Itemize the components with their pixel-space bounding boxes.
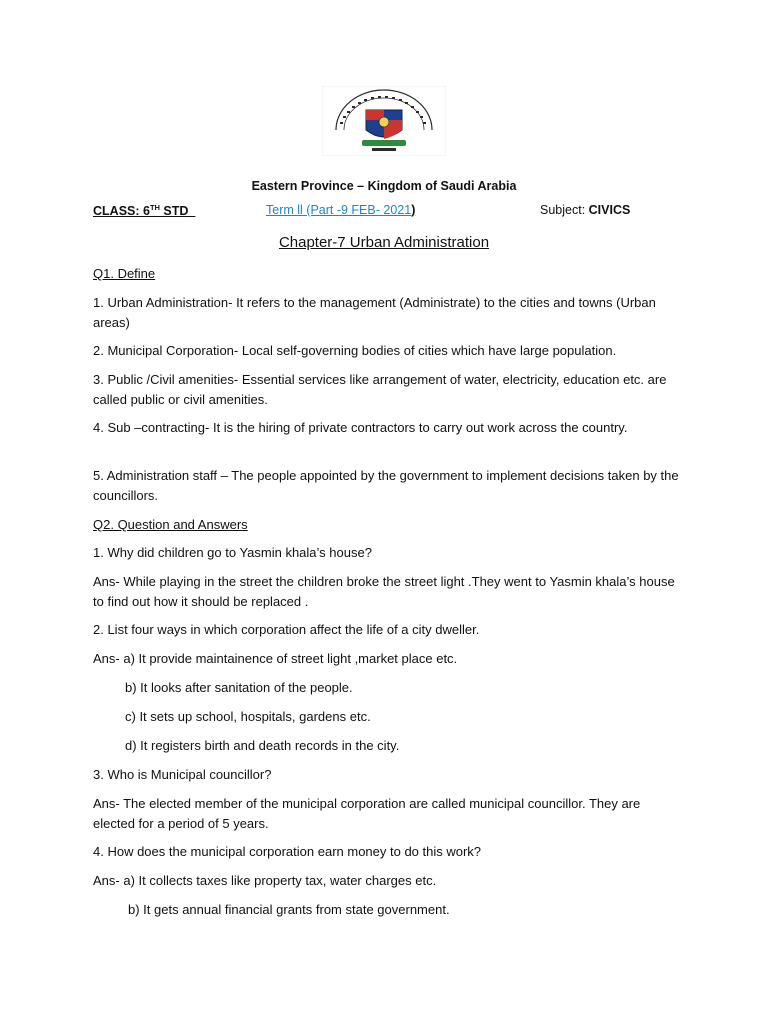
- subject-label: Subject: CIVICS: [540, 203, 631, 217]
- answer-subitem: b) It looks after sanitation of the people.: [125, 680, 353, 695]
- definition-item: 4. Sub –contracting- It is the hiring of private contractors to carry out work across the country.: [93, 420, 628, 435]
- answer-line: Ans- The elected member of the municipal corporation are called municipal councillor. They are elected for a period of 5 years.: [93, 796, 641, 831]
- subject-value: CIVICS: [588, 203, 631, 217]
- answer-line: Ans- a) It collects taxes like property tax, water charges etc.: [93, 873, 437, 888]
- answer-line: Ans- While playing in the street the children broke the street light .They went to Yasmin khala’s house to find out how it should be replaced .: [93, 574, 675, 609]
- answer-subitem: c) It sets up school, hospitals, gardens etc.: [125, 709, 371, 724]
- question-line: 3. Who is Municipal councillor?: [93, 767, 272, 782]
- term-label: Term ll (Part -9 FEB- 2021): [266, 203, 416, 217]
- definition-item: 1. Urban Administration- It refers to the management (Administrate) to the cities and towns (Urban areas): [93, 295, 656, 330]
- definition-item: 5. Administration staff – The people appointed by the government to implement decisions taken by the councillors.: [93, 468, 679, 503]
- region-heading: Eastern Province – Kingdom of Saudi Arabia: [251, 179, 517, 193]
- q1-heading: Q1. Define: [93, 266, 156, 281]
- class-label: CLASS: 6TH STD: [93, 203, 189, 219]
- school-logo: [322, 86, 446, 156]
- class-term-subject-line: [93, 203, 693, 221]
- answer-subitem: d) It registers birth and death records in the city.: [125, 738, 400, 753]
- chapter-title: Chapter-7 Urban Administration: [278, 234, 490, 251]
- answer-subitem: b) It gets annual financial grants from state government.: [128, 902, 450, 917]
- question-line: 2. List four ways in which corporation affect the life of a city dweller.: [93, 622, 480, 637]
- definition-item: 3. Public /Civil amenities- Essential services like arrangement of water, electricity, education etc. are called public or civil amenities.: [93, 372, 667, 407]
- q2-heading: Q2. Question and Answers: [93, 517, 248, 532]
- answer-line: Ans- a) It provide maintainence of street light ,market place etc.: [93, 651, 458, 666]
- definition-item: 2. Municipal Corporation- Local self-governing bodies of cities which have large population.: [93, 343, 617, 358]
- question-line: 4. How does the municipal corporation earn money to do this work?: [93, 844, 482, 859]
- question-line: 1. Why did children go to Yasmin khala’s house?: [93, 545, 372, 560]
